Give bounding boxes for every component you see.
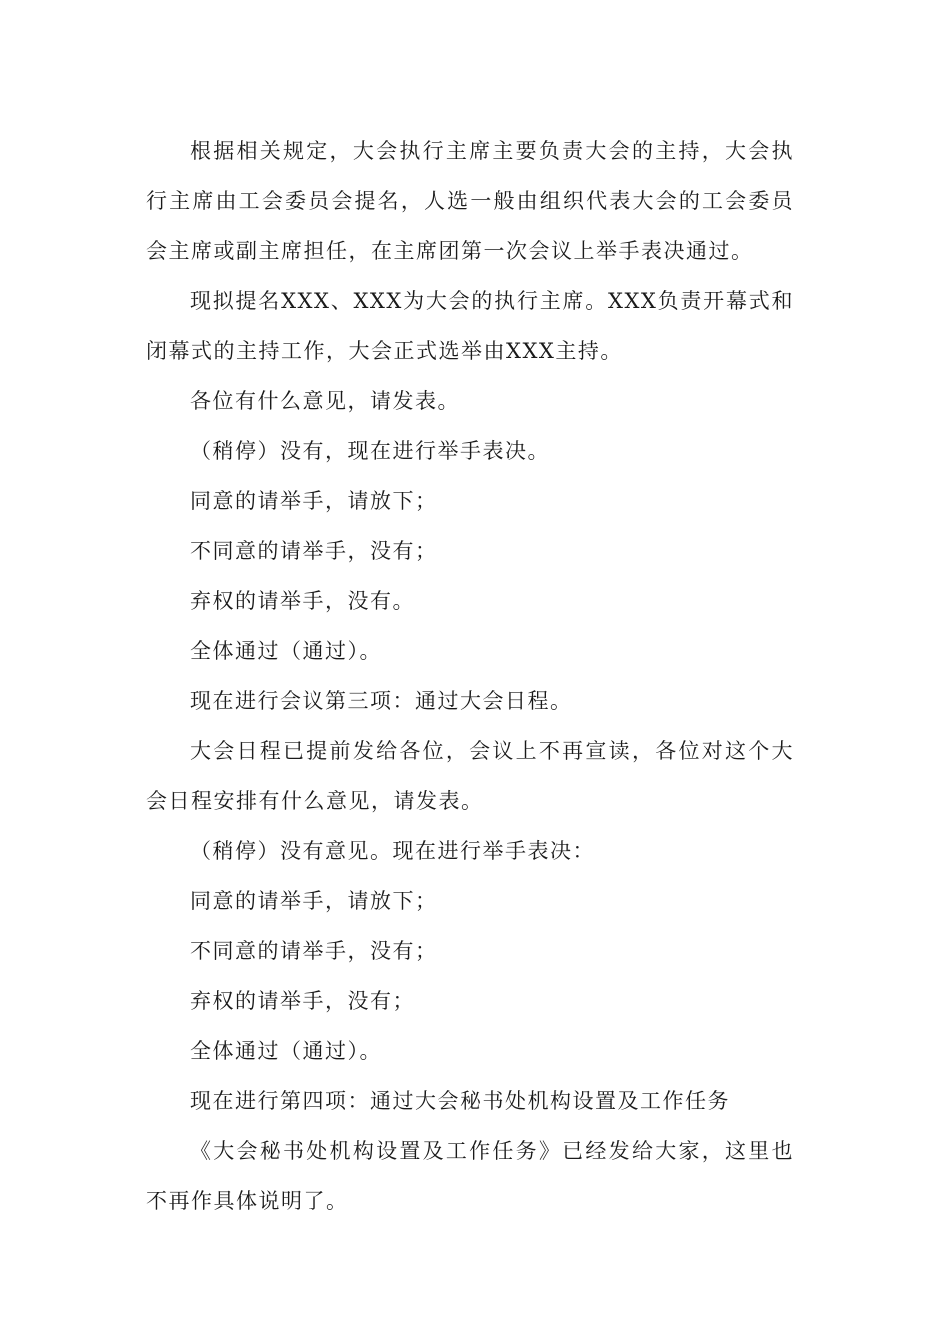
paragraph-16: 现在进行第四项：通过大会秘书处机构设置及工作任务	[190, 1089, 730, 1113]
paragraph-5: 同意的请举手，请放下；	[190, 489, 438, 513]
paragraph-10: 大会日程已提前发给各位，会议上不再宣读，各位对这个大会日程安排有什么意见，请发表。	[146, 739, 794, 813]
paragraph-8: 全体通过（通过）。	[190, 639, 382, 663]
paragraph-3: 各位有什么意见，请发表。	[190, 389, 460, 413]
paragraph-9: 现在进行会议第三项：通过大会日程。	[190, 689, 573, 713]
document-body	[146, 126, 794, 1226]
paragraph-15: 全体通过（通过）。	[190, 1039, 382, 1063]
paragraph-13: 不同意的请举手，没有；	[190, 939, 438, 963]
paragraph-11: （稍停）没有意见。现在进行举手表决：	[190, 839, 595, 863]
paragraph-1: 根据相关规定，大会执行主席主要负责大会的主持，大会执行主席由工会委员会提名，人选一般由组织代表大会的工会委员会主席或副主席担任，在主席团第一次会议上举手表决通过。	[146, 139, 794, 263]
paragraph-2: 现拟提名XXX、XXX为大会的执行主席。XXX负责开幕式和闭幕式的主持工作，大会正式选举由XXX主持。	[146, 289, 794, 363]
paragraph-12: 同意的请举手，请放下；	[190, 889, 438, 913]
paragraph-7: 弃权的请举手，没有。	[190, 589, 415, 613]
paragraph-17: 《大会秘书处机构设置及工作任务》已经发给大家，这里也不再作具体说明了。	[146, 1139, 794, 1213]
paragraph-6: 不同意的请举手，没有；	[190, 539, 438, 563]
paragraph-4: （稍停）没有，现在进行举手表决。	[190, 439, 550, 463]
paragraph-14: 弃权的请举手，没有；	[190, 989, 415, 1013]
